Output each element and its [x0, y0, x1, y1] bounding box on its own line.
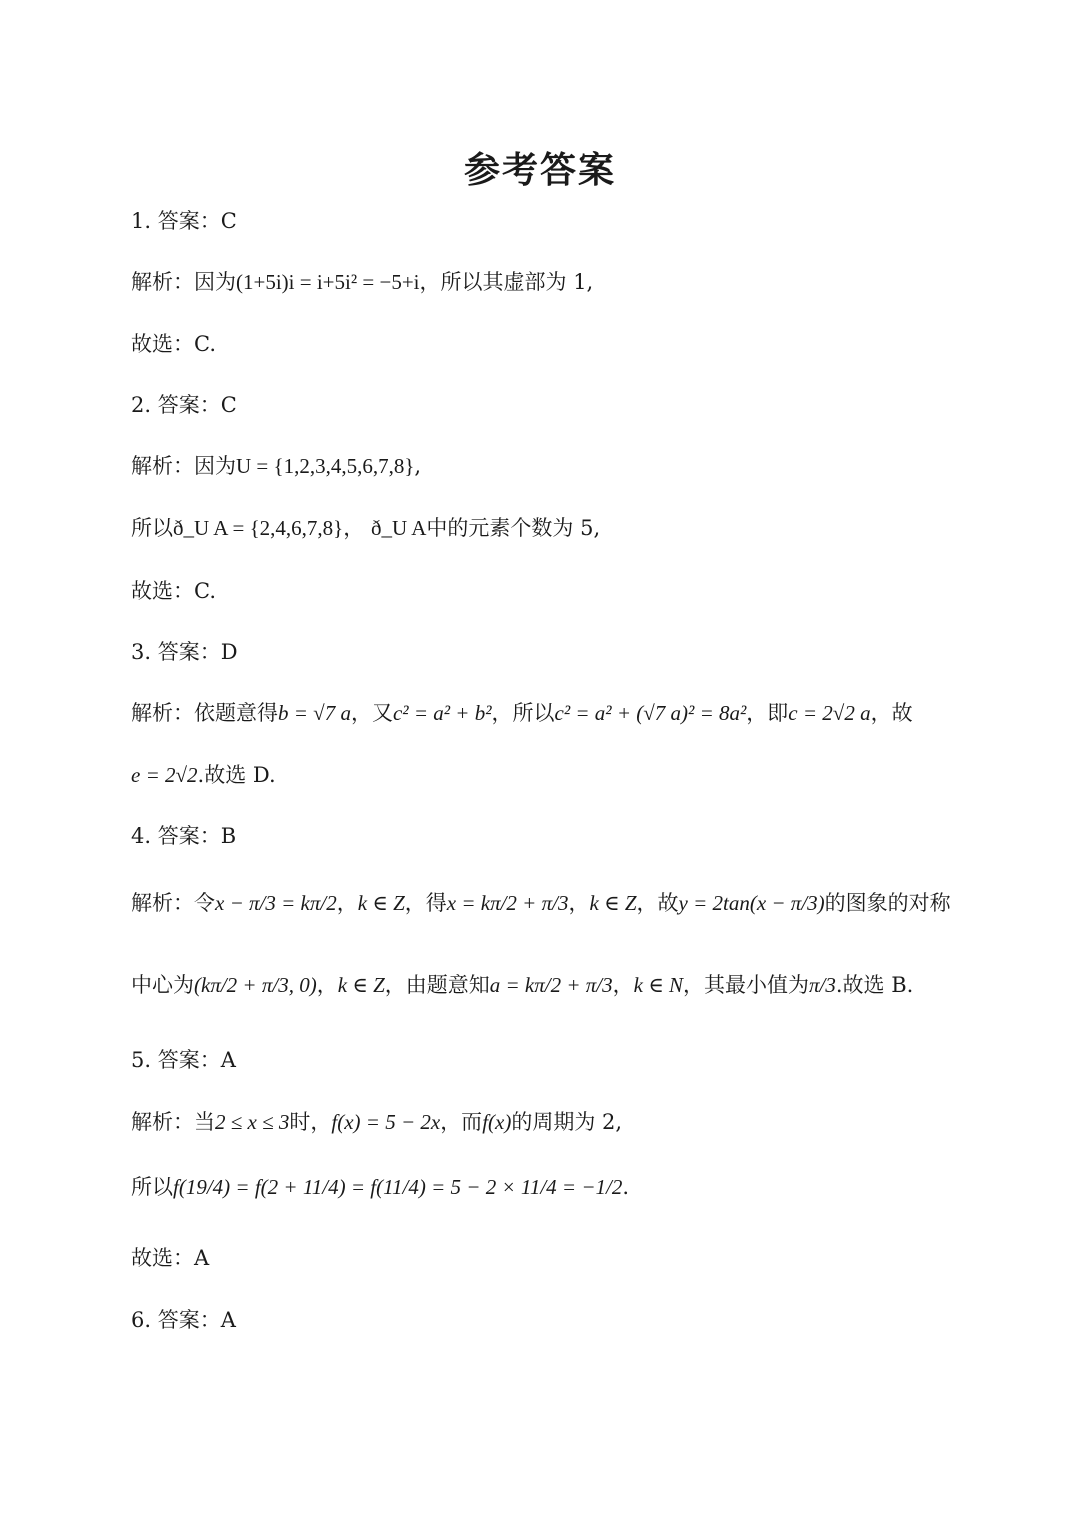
math-expr: ð_U A = {2,4,6,7,8}: [173, 516, 344, 540]
answer-1: 1. 答案：C: [131, 209, 237, 233]
math-expr: U = {1,2,3,4,5,6,7,8}: [236, 454, 415, 478]
analysis-4: 解析：令x − π/3 = kπ/2，k ∈ Z，得x = kπ/2 + π/3，k ∈ Z，故y = 2tan(x − π/3)的图象的对称: [131, 891, 951, 915]
choice-1: 故选：C.: [131, 332, 216, 356]
answer-3: 3. 答案：D: [131, 640, 238, 664]
page-title: 参考答案: [463, 150, 616, 191]
analysis-3b: e = 2√2.故选 D.: [131, 763, 276, 787]
analysis-2b: 所以ð_U A = {2,4,6,7,8}， ð_U A中的元素个数为 5,: [131, 516, 601, 540]
analysis-2: 解析：因为U = {1,2,3,4,5,6,7,8},: [131, 454, 422, 478]
answer-5: 5. 答案：A: [131, 1048, 236, 1072]
math-expr: (1+5i)i = i+5i² = −5+i: [236, 270, 420, 294]
answer-2: 2. 答案：C: [131, 393, 237, 417]
analysis-4b: 中心为(kπ/2 + π/3, 0)，k ∈ Z，由题意知a = kπ/2 + π/3，k ∈ N，其最小值为π/3.故选 B.: [131, 973, 914, 997]
answer-6: 6. 答案：A: [131, 1308, 236, 1332]
analysis-5b: 所以f(19/4) = f(2 + 11/4) = f(11/4) = 5 − 2 × 11/4 = −1/2.: [131, 1175, 630, 1199]
analysis-5: 解析：当2 ≤ x ≤ 3时，f(x) = 5 − 2x，而f(x)的周期为 2,: [131, 1110, 623, 1134]
choice-2: 故选：C.: [131, 579, 216, 603]
answer-4: 4. 答案：B: [131, 824, 237, 848]
math-expr: ð_U A: [370, 516, 427, 540]
analysis-1: 解析：因为(1+5i)i = i+5i² = −5+i，所以其虚部为 1,: [131, 270, 594, 294]
choice-5: 故选：A: [131, 1246, 210, 1270]
analysis-3: 解析：依题意得b = √7 a，又c² = a² + b²，所以c² = a² + (√7 a)² = 8a²，即c = 2√2 a，故: [131, 701, 913, 725]
